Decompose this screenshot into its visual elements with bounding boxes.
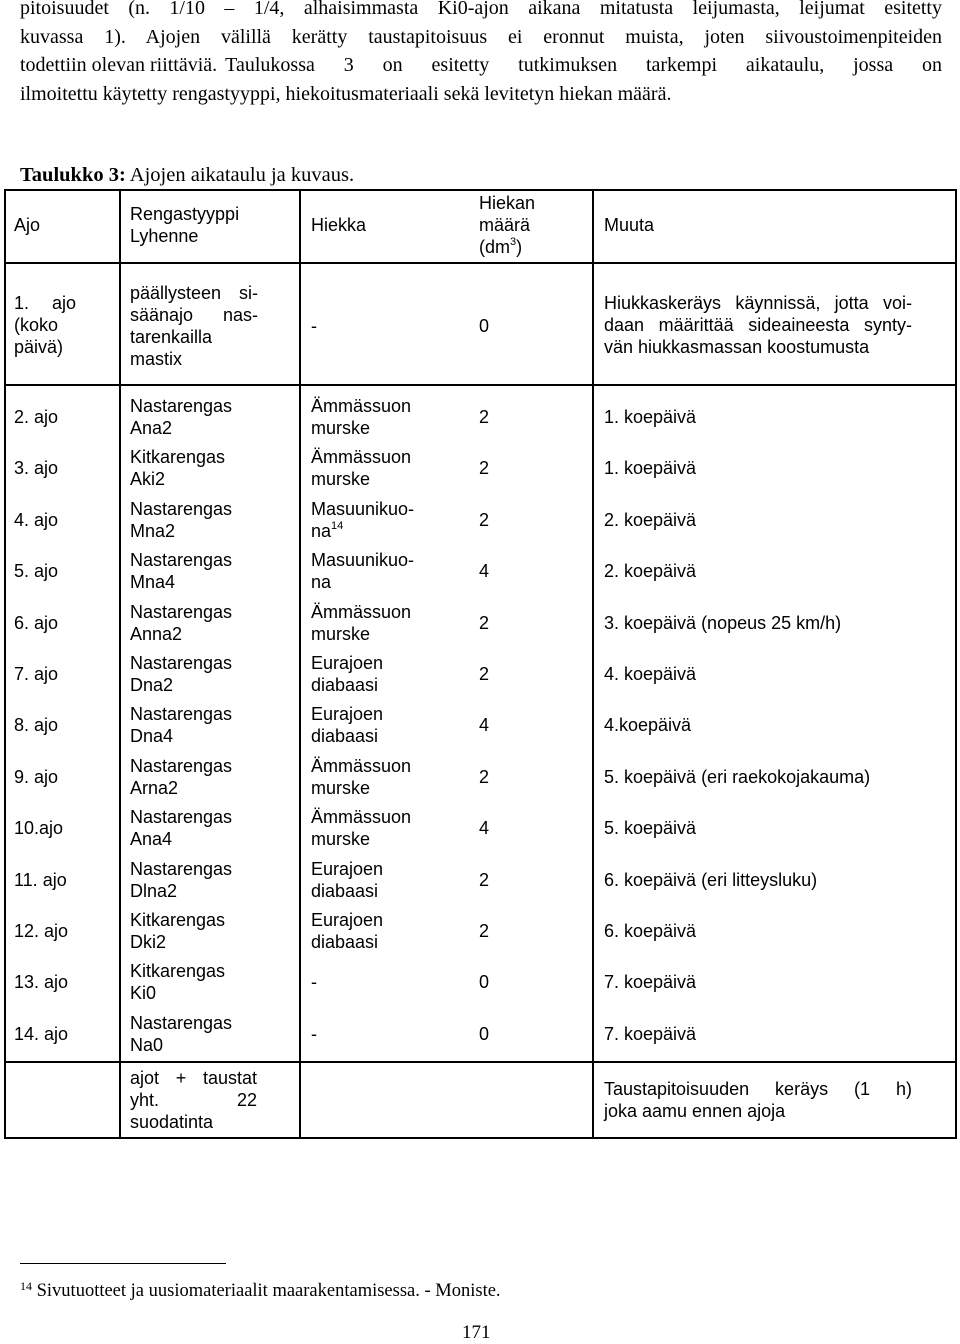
row-maara: 4 (479, 715, 490, 735)
table-border-bottom (4, 1137, 957, 1139)
footnote (20, 1279, 501, 1302)
last-row-line (130, 1089, 257, 1111)
row-hiekka-text: murske (311, 469, 371, 489)
row-muuta: 7. koepäivä (604, 972, 697, 992)
intro-line: ilmoitettu käytetty rengastyyppi, hiekoitusmateriaali sekä levitetyn hiekan määrä. (20, 82, 672, 105)
intro-line-part: Taulukossa 3 on esitetty tutkimuksen tarkempi aikataulu, jossa on (225, 54, 942, 76)
table-caption-label: Taulukko 3: (20, 164, 126, 186)
row-rengas-code: Ki0 (130, 983, 157, 1003)
row1-ajo-line: päivä) (14, 337, 64, 357)
header-rengastyyppi-line: Lyhenne (130, 226, 199, 246)
row-rengas-type: Nastarengas (130, 807, 233, 827)
row-maara: 2 (479, 407, 490, 427)
col-divider-ajo (119, 189, 121, 1139)
body-divider (4, 1061, 957, 1063)
page-number: 171 (462, 1322, 491, 1343)
row-rengas (130, 395, 232, 439)
row-rengas-code: Mna4 (130, 572, 176, 592)
row-muuta: 6. koepäivä (604, 921, 697, 941)
row-hiekka-text: murske (311, 829, 371, 849)
row1-ajo-line: (koko (14, 315, 59, 335)
row-maara: 2 (479, 613, 490, 633)
row-rengas-code: Dna2 (130, 675, 174, 695)
header-maara-line: määrä (479, 215, 531, 235)
row-muuta: 3. koepäivä (nopeus 25 km/h) (604, 613, 842, 633)
row-hiekka-line: Eurajoen (311, 859, 384, 879)
last-row-muuta-line: Taustapitoisuuden keräys (1 h) (604, 1079, 912, 1099)
row-rengas (130, 652, 232, 696)
row-rengas-type: Nastarengas (130, 756, 233, 776)
row-hiekka-line: Ämmässuon (311, 807, 412, 827)
row-ajo: 7. ajo (14, 664, 59, 684)
header-maara-unit-text: (dm (479, 237, 510, 257)
table-caption (20, 164, 354, 187)
row-maara: 4 (479, 818, 490, 838)
intro-paragraph (20, 0, 942, 108)
row-rengas-type: Nastarengas (130, 704, 233, 724)
row-hiekka-line (311, 623, 411, 645)
header-rengastyyppi (130, 203, 239, 247)
row-hiekka (311, 806, 411, 850)
row-maara: 2 (479, 870, 490, 890)
row-hiekka (311, 549, 414, 593)
row1-rengas-line: säänajo nas- (130, 305, 258, 325)
row1-maara: 0 (479, 316, 490, 336)
row-rengas-type: Kitkarengas (130, 910, 226, 930)
last-row-suodatin (130, 1067, 257, 1133)
last-row-line: suodatinta (130, 1112, 214, 1132)
row-hiekka (311, 446, 411, 490)
row-rengas-type: Kitkarengas (130, 961, 226, 981)
row-muuta: 4. koepäivä (604, 664, 697, 684)
row-maara: 0 (479, 1024, 490, 1044)
row-rengas-code: Dna4 (130, 726, 174, 746)
row-hiekka-footnote-ref: 14 (331, 520, 344, 532)
row-maara: 4 (479, 561, 490, 581)
row-rengas (130, 446, 225, 490)
header-maara-unit (479, 236, 535, 258)
row-hiekka-line (311, 880, 383, 902)
row-muuta: 5. koepäivä (604, 818, 697, 838)
row-muuta: 5. koepäivä (eri raekokojakauma) (604, 767, 871, 787)
row-hiekka-text: murske (311, 418, 371, 438)
row-hiekka-text: na (311, 521, 332, 541)
row1-ajo-line: 1. ajo (14, 293, 76, 313)
row-rengas-type: Nastarengas (130, 602, 233, 622)
row1-rengas (130, 282, 258, 370)
row-rengas-code: Na0 (130, 1035, 164, 1055)
row-rengas-type: Nastarengas (130, 1013, 233, 1033)
row-ajo: 4. ajo (14, 510, 59, 530)
row-hiekka-text: diabaasi (311, 881, 379, 901)
row-rengas-type: Nastarengas (130, 396, 233, 416)
row-hiekka-line (311, 674, 383, 696)
row-rengas (130, 1012, 232, 1056)
row-hiekka (311, 858, 383, 902)
row-hiekka (311, 498, 414, 542)
row-ajo: 2. ajo (14, 407, 59, 427)
row1-hiekka: - (311, 316, 317, 336)
intro-line-part: todettiin olevan riittäviä. (20, 54, 218, 76)
row-hiekka-line: Ämmässuon (311, 756, 412, 776)
row-hiekka-line: Eurajoen (311, 704, 384, 724)
header-muuta: Muuta (604, 215, 655, 235)
row-maara: 0 (479, 972, 490, 992)
row-muuta: 1. koepäivä (604, 407, 697, 427)
row-hiekka-line: Masuunikuo- (311, 550, 415, 570)
last-row-muuta (604, 1078, 912, 1122)
row-rengas-code: Aki2 (130, 469, 166, 489)
row-rengas (130, 960, 225, 1004)
row-rengas (130, 498, 232, 542)
row-rengas (130, 755, 232, 799)
intro-line: kuvassa 1). Ajojen välillä kerätty taustapitoisuus ei eronnut muista, joten siivoustoimenpiteiden (20, 25, 942, 48)
row-rengas-code: Arna2 (130, 778, 179, 798)
row-rengas-code: Anna2 (130, 624, 183, 644)
row1-rengas-line: mastix (130, 349, 183, 369)
row1-ajo (14, 292, 76, 358)
row-hiekka: - (311, 972, 317, 992)
row-hiekka-line (311, 777, 411, 799)
table-border-top (4, 189, 957, 191)
row-ajo: 5. ajo (14, 561, 59, 581)
row-hiekka-line: Eurajoen (311, 653, 384, 673)
header-maara-line: Hiekan (479, 193, 536, 213)
table-border-left (4, 189, 6, 1139)
header-maara-unit-sup: 3 (510, 236, 517, 248)
row-rengas-code: Ana4 (130, 829, 173, 849)
row-ajo: 11. ajo (14, 870, 67, 890)
last-row-yht: yht. (130, 1090, 160, 1110)
row1-muuta (604, 292, 912, 358)
row-muuta: 6. koepäivä (eri litteysluku) (604, 870, 818, 890)
row-hiekka-text: diabaasi (311, 726, 379, 746)
header-hiekan-maara (479, 192, 535, 258)
row-ajo: 12. ajo (14, 921, 69, 941)
row-rengas-type: Nastarengas (130, 499, 233, 519)
row1-rengas-line: päällysteen si- (130, 283, 258, 303)
row-hiekka-line: Ämmässuon (311, 396, 412, 416)
row-hiekka-line: Ämmässuon (311, 447, 412, 467)
row1-muuta-line: vän hiukkasmassan koostumusta (604, 337, 870, 357)
row-rengas (130, 549, 232, 593)
intro-line (20, 51, 942, 80)
header-rengastyyppi-line: Rengastyyppi (130, 204, 240, 224)
footnote-number: 14 (20, 1279, 32, 1293)
header-maara-unit-close: ) (516, 237, 523, 257)
row-hiekka: - (311, 1024, 317, 1044)
row-rengas-type: Kitkarengas (130, 447, 226, 467)
row-ajo: 3. ajo (14, 458, 59, 478)
row-ajo: 6. ajo (14, 613, 59, 633)
row1-rengas-line: tarenkailla (130, 327, 213, 347)
header-divider (4, 262, 957, 264)
row-rengas (130, 703, 232, 747)
row-ajo: 14. ajo (14, 1024, 69, 1044)
row-rengas-code: Ana2 (130, 418, 173, 438)
last-row-line: ajot + taustat (130, 1068, 257, 1088)
row-maara: 2 (479, 664, 490, 684)
row-rengas-type: Nastarengas (130, 653, 233, 673)
row-maara: 2 (479, 767, 490, 787)
row-hiekka-line (311, 520, 414, 542)
row-rengas (130, 601, 232, 645)
row-hiekka-line: Ämmässuon (311, 602, 412, 622)
last-row-count: 22 (236, 1090, 257, 1110)
row-muuta: 2. koepäivä (604, 510, 697, 530)
row-muuta: 2. koepäivä (604, 561, 697, 581)
row-rengas (130, 858, 232, 902)
row-hiekka-line (311, 828, 411, 850)
col-divider-rengas (299, 189, 301, 1139)
row-hiekka (311, 909, 383, 953)
row-muuta: 1. koepäivä (604, 458, 697, 478)
row-hiekka-line: Eurajoen (311, 910, 384, 930)
row-hiekka (311, 652, 383, 696)
row-hiekka-text: diabaasi (311, 932, 379, 952)
table-border-right (955, 189, 957, 1139)
row-hiekka-line (311, 468, 411, 490)
row-maara: 2 (479, 458, 490, 478)
intro-line: pitoisuudet (n. 1/10 – 1/4, alhaisimmasta Ki0-ajon aikana mitatusta leijumasta, leijumat esitetty (20, 0, 942, 19)
row-hiekka (311, 601, 411, 645)
row-hiekka (311, 755, 411, 799)
row-ajo: 13. ajo (14, 972, 69, 992)
row-hiekka-text: na (311, 572, 332, 592)
row-hiekka (311, 395, 411, 439)
footnote-rule (20, 1263, 226, 1264)
row-hiekka-line (311, 931, 383, 953)
row-rengas (130, 909, 225, 953)
row-rengas-type: Nastarengas (130, 550, 233, 570)
row-rengas-type: Nastarengas (130, 859, 233, 879)
row-hiekka-text: diabaasi (311, 675, 379, 695)
row-hiekka-line (311, 725, 383, 747)
row1-muuta-line: Hiukkaskeräys käynnissä, jotta voi- (604, 293, 912, 313)
row-rengas-code: Mna2 (130, 521, 176, 541)
row-hiekka-text: murske (311, 624, 371, 644)
row1-muuta-line: daan määrittää sideaineesta synty- (604, 315, 912, 335)
row-maara: 2 (479, 921, 490, 941)
row-rengas-code: Dlna2 (130, 881, 178, 901)
header-ajo: Ajo (14, 215, 41, 235)
row-rengas (130, 806, 232, 850)
header-hiekka: Hiekka (311, 215, 367, 235)
table-caption-text: Ajojen aikataulu ja kuvaus. (129, 164, 355, 186)
row-hiekka-line (311, 571, 414, 593)
row-hiekka-text: murske (311, 778, 371, 798)
row-hiekka (311, 703, 383, 747)
row-ajo: 8. ajo (14, 715, 59, 735)
row-hiekka-line (311, 417, 411, 439)
row-maara: 2 (479, 510, 490, 530)
last-row-muuta-line: joka aamu ennen ajoja (604, 1101, 786, 1121)
row-rengas-code: Dki2 (130, 932, 167, 952)
row-hiekka-line: Masuunikuo- (311, 499, 415, 519)
footnote-text: Sivutuotteet ja uusiomateriaalit maarakentamisessa. - Moniste. (36, 1281, 501, 1301)
row-muuta: 7. koepäivä (604, 1024, 697, 1044)
row-ajo: 10.ajo (14, 818, 64, 838)
first-row-divider (4, 384, 957, 386)
row-ajo: 9. ajo (14, 767, 59, 787)
col-divider-muuta (592, 189, 594, 1139)
row-muuta: 4.koepäivä (604, 715, 692, 735)
